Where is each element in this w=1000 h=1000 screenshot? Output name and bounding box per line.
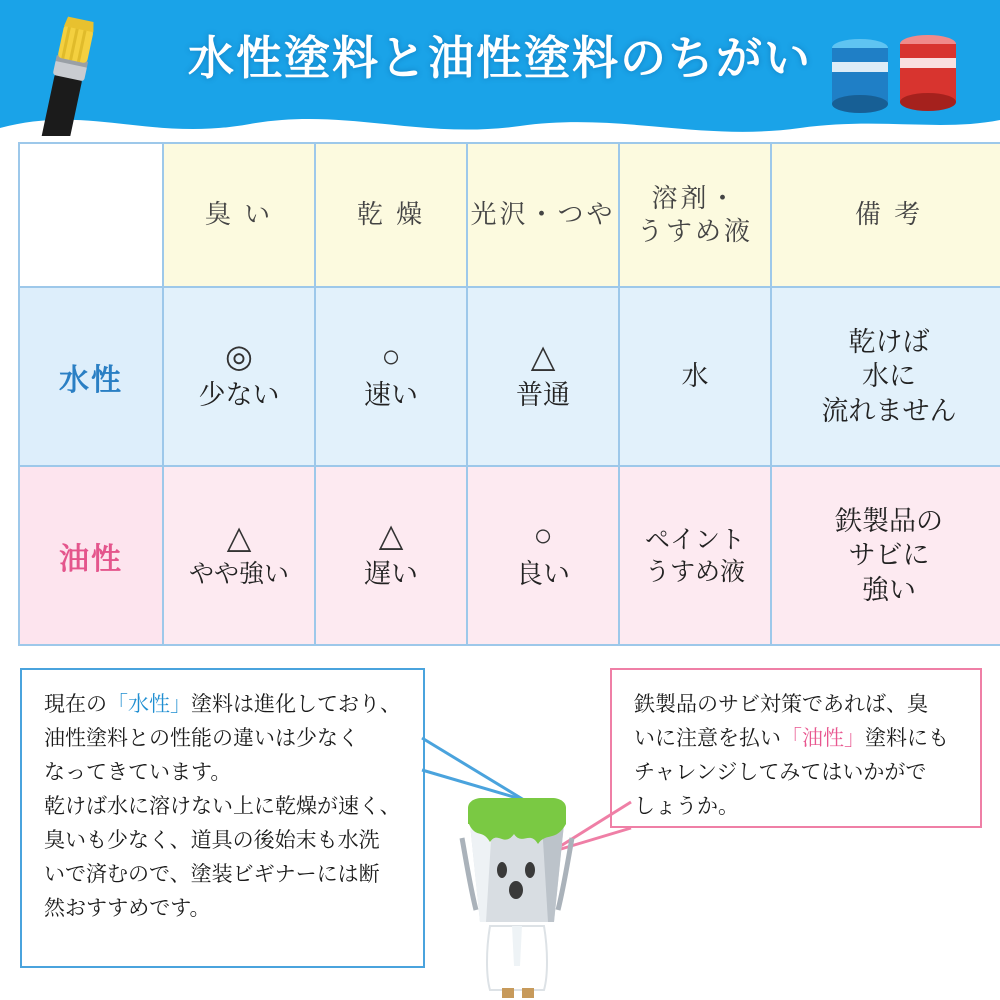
page-title: 水性塗料と油性塗料のちがい <box>188 32 812 84</box>
paint-bucket-mascot <box>452 790 582 1000</box>
cell-oil-solvent <box>619 466 771 645</box>
column-header-gloss: 光沢・つや <box>467 143 619 287</box>
callout-left-line1-highlight: 「水性」 <box>107 693 191 716</box>
callout-left-line4: 乾けば水に溶けない上に乾燥が速く、 <box>44 795 401 819</box>
cell-water-remarks <box>771 287 1000 466</box>
cell-water-drying-text: 速い <box>364 380 418 411</box>
comparison-table <box>18 142 1000 646</box>
rating-mark-triangle-icon: △ <box>530 338 556 375</box>
rating-mark-triangle-icon: △ <box>226 518 252 555</box>
cell-water-solvent-text: 水 <box>681 361 709 392</box>
cell-water-odor <box>163 287 315 466</box>
callout-left-line1-b: 塗料は進化しており、 <box>191 693 401 716</box>
cell-oil-drying-text: 遅い <box>364 559 418 590</box>
callout-left-line1 <box>44 688 403 722</box>
cell-water-remarks-line3: 流れません <box>821 395 957 426</box>
column-header-solvent-line2: うすめ液 <box>636 216 753 246</box>
cell-water-gloss-text: 普通 <box>516 380 570 411</box>
cell-oil-gloss <box>467 466 619 645</box>
cell-water-gloss <box>467 287 619 466</box>
cell-water-remarks-line1: 乾けば <box>848 326 930 357</box>
rating-mark-double-circle-icon: ◎ <box>225 338 253 375</box>
callout-left-line7: 然おすすめです。 <box>44 897 211 921</box>
callout-left-line2: 油性塗料との性能の違いは少なく <box>44 727 359 751</box>
cell-oil-remarks-line3: 強い <box>862 574 916 605</box>
cell-oil-drying <box>315 466 467 645</box>
column-header-solvent <box>619 143 771 287</box>
table-row <box>19 287 1000 466</box>
callout-right-line3: チャレンジしてみてはいかがで <box>634 761 927 785</box>
callout-right-line2 <box>634 722 960 756</box>
cell-oil-remarks-line1: 鉄製品の <box>835 505 943 536</box>
table-row <box>19 466 1000 645</box>
table-header-row <box>19 143 1000 287</box>
column-header-remarks: 備 考 <box>771 143 1000 287</box>
rating-mark-triangle-icon: △ <box>378 517 404 554</box>
callout-oil-based <box>610 668 982 828</box>
paint-cans-icon <box>820 26 970 116</box>
callout-right-line2-a: いに注意を払い <box>634 727 781 751</box>
callout-right-line4: しょうか。 <box>634 795 739 819</box>
callout-right-line2-b: 塗料にも <box>865 727 949 751</box>
callout-water-based <box>20 668 425 968</box>
cell-water-solvent <box>619 287 771 466</box>
callout-left-line3: なってきています。 <box>44 761 232 785</box>
column-header-odor: 臭 い <box>163 143 315 287</box>
callout-right-line2-highlight: 「油性」 <box>781 727 865 751</box>
page-header <box>0 0 1000 136</box>
rating-mark-circle-icon: ○ <box>533 517 553 554</box>
rating-mark-circle-icon: ○ <box>381 338 401 375</box>
row-label-oil-based: 油性 <box>19 466 163 645</box>
cell-water-remarks-line2: 水に <box>862 361 916 392</box>
comparison-table-wrapper <box>18 142 982 646</box>
paint-can-blue-icon <box>832 39 888 113</box>
cell-oil-remarks-line2: サビに <box>848 540 930 571</box>
paint-can-red-icon <box>900 35 956 111</box>
cell-oil-remarks <box>771 466 1000 645</box>
callout-left-line1-a: 現在の <box>44 693 107 716</box>
column-header-drying: 乾 燥 <box>315 143 467 287</box>
row-label-water-based: 水性 <box>19 287 163 466</box>
column-header-solvent-line1: 溶剤・ <box>651 182 739 213</box>
cell-oil-solvent-line1: ペイント <box>644 525 745 554</box>
cell-water-odor-text: 少ない <box>198 380 280 411</box>
callout-left-line5: 臭いも少なく、道具の後始末も水洗 <box>44 829 380 853</box>
callout-right-line1: 鉄製品のサビ対策であれば、臭 <box>634 693 928 716</box>
table-corner-cell <box>19 143 163 287</box>
cell-oil-odor-text: やや強い <box>188 560 289 589</box>
cell-oil-odor <box>163 466 315 645</box>
cell-oil-solvent-line2: うすめ液 <box>644 557 745 586</box>
cell-water-drying <box>315 287 467 466</box>
cell-oil-gloss-text: 良い <box>516 559 570 590</box>
callout-left-line6: いで済むので、塗装ビギナーには断 <box>44 863 380 887</box>
